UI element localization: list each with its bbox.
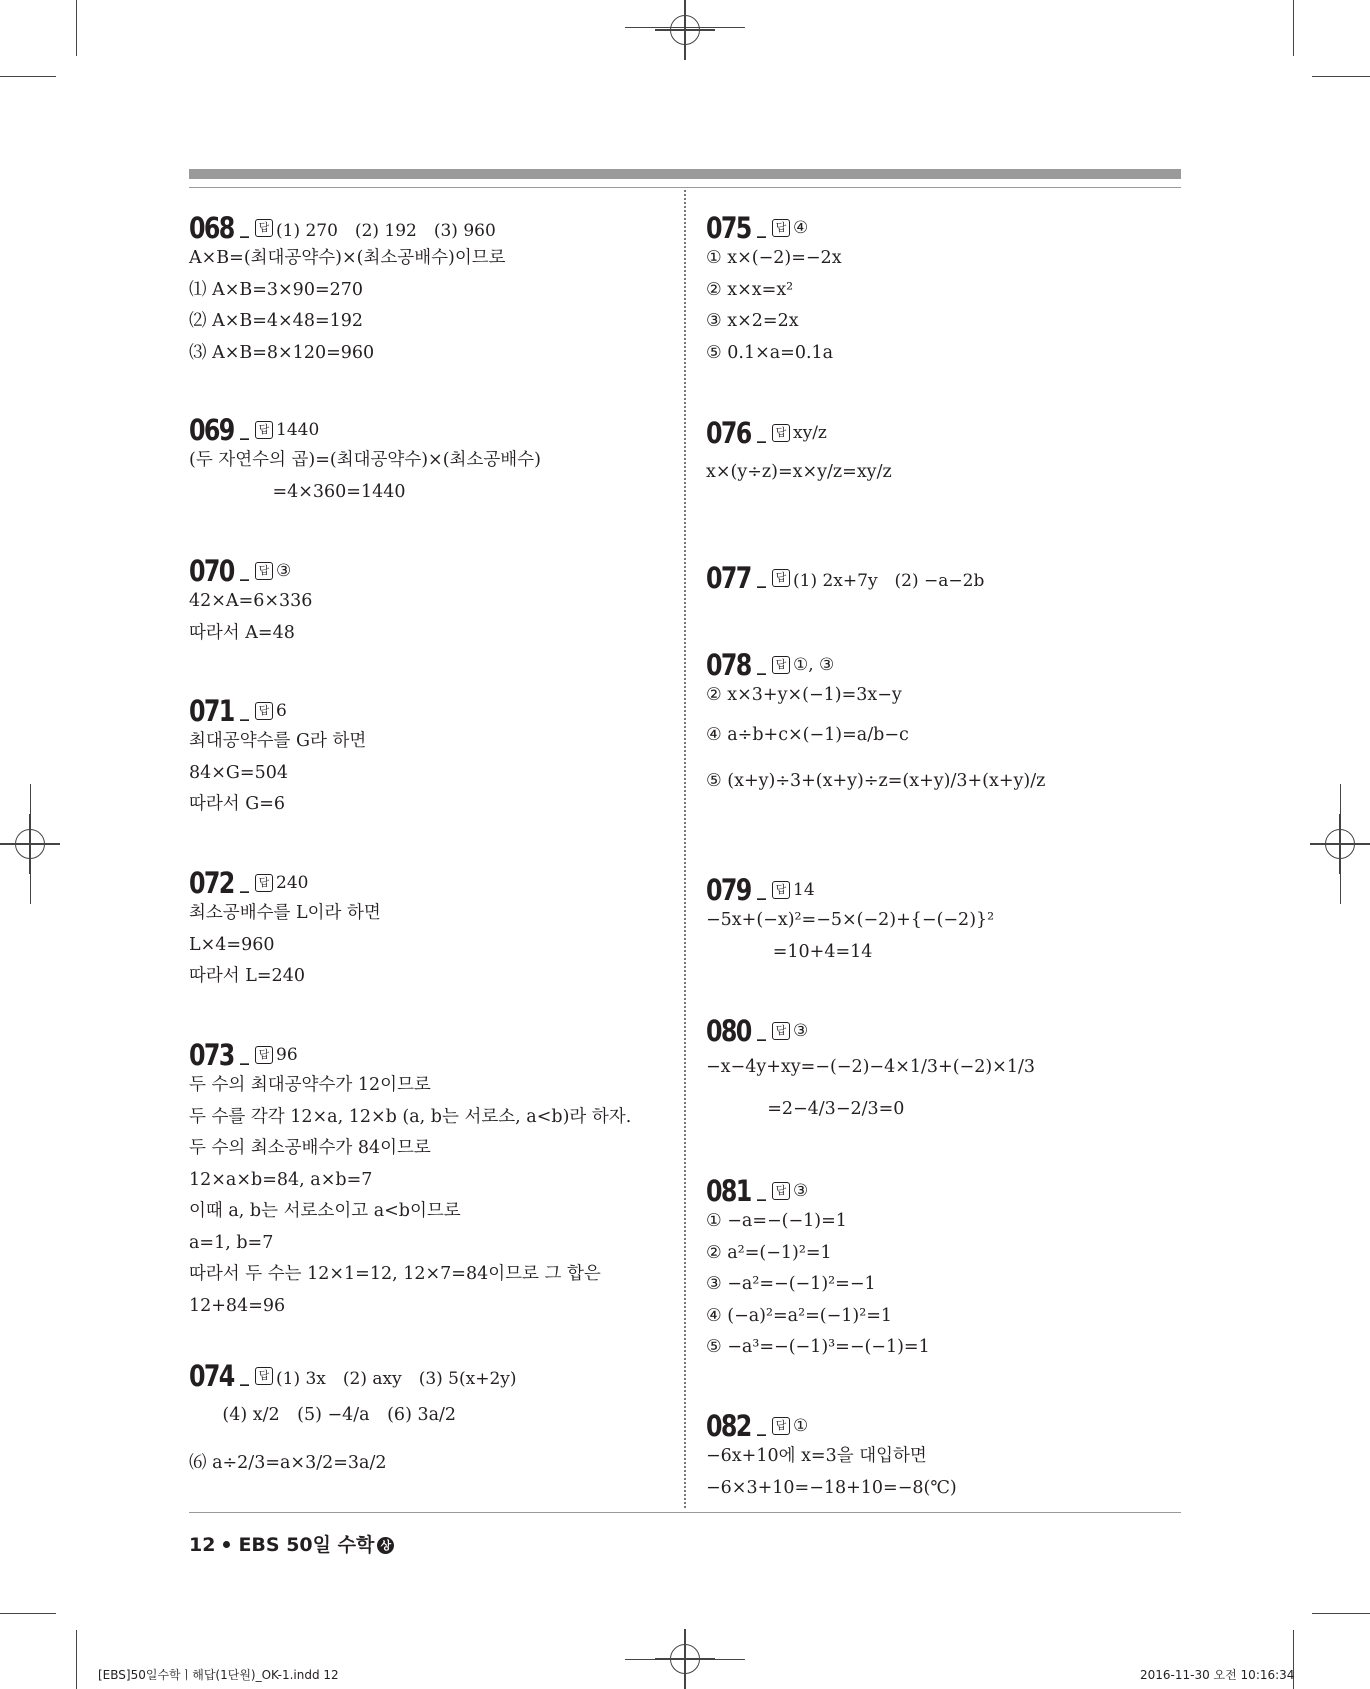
solution-line: 84×G=504 xyxy=(189,762,288,783)
answer-badge-icon: 답 xyxy=(772,219,790,237)
problem-072: 072 _ 답 240 최소공배수를 L이라 하면 L×4=960 따라서 L=240 xyxy=(189,868,381,993)
answer: ①, ③ xyxy=(793,655,835,675)
solution-line: 12+84=96 xyxy=(189,1295,286,1316)
problem-075: 075 _ 답 ④ ① x×(−2)=−2x ② x×x=x² ③ x×2=2x ⑤ 0.1×a=0.1a xyxy=(706,213,842,369)
answer: 96 xyxy=(276,1045,298,1065)
problem-070: 070 _ 답 ③ 42×A=6×336 따라서 A=48 xyxy=(189,556,312,649)
problem-number: 078 xyxy=(706,648,751,682)
level-badge: 상 xyxy=(377,1537,394,1554)
solution-line: −x−4y+xy=−(−2)−4×1/3+(−2)×1/3 xyxy=(706,1057,1035,1077)
solution-line: (두 자연수의 곱)=(최대공약수)×(최소공배수) xyxy=(189,450,541,470)
solution-line: ⑵ A×B=4×48=192 xyxy=(189,311,364,331)
problem-080: 080 _ 답 ③ −x−4y+xy=−(−2)−4×1/3+(−2)×1/3 =2−4/3−2/3=0 xyxy=(706,1016,1035,1130)
footer-rule xyxy=(189,1512,1181,1513)
answer: (1) 2x+7y (2) −a−2b xyxy=(793,570,985,591)
answer-badge-icon: 답 xyxy=(772,1022,790,1040)
solution-line: −6x+10에 x=3을 대입하면 xyxy=(706,1446,927,1466)
solution-line: ⑤ (x+y)÷3+(x+y)÷z=(x+y)/3+(x+y)/z xyxy=(706,770,1046,791)
solution-line: ③ −a²=−(−1)²=−1 xyxy=(706,1274,876,1294)
solution-line: 따라서 A=48 xyxy=(189,622,295,643)
answer: ④ xyxy=(793,218,809,238)
answer-badge-icon: 답 xyxy=(772,424,790,442)
problem-number: 068 xyxy=(189,211,234,245)
problem-number: 080 xyxy=(706,1014,751,1048)
answer: 6 xyxy=(276,701,287,721)
answer-badge-icon: 답 xyxy=(772,656,790,674)
crop-mark xyxy=(0,1613,56,1614)
solution-line: =4×360=1440 xyxy=(189,481,406,502)
solution-line: 42×A=6×336 xyxy=(189,591,313,611)
answer: ① xyxy=(793,1416,809,1436)
page-footer xyxy=(189,1530,394,1557)
solution-line: =10+4=14 xyxy=(706,941,873,962)
page-number: 12 xyxy=(189,1534,216,1556)
problem-079: 079 _ 답 14 −5x+(−x)²=−5×(−2)+{−(−2)}² =10+4=14 xyxy=(706,875,994,968)
solution-line: =2−4/3−2/3=0 xyxy=(706,1099,905,1119)
print-slug-timestamp: 2016-11-30 오전 10:16:34 xyxy=(1140,1668,1295,1682)
book-title: EBS 50일 수학 xyxy=(238,1534,375,1556)
solution-line: 두 수의 최소공배수가 84이므로 xyxy=(189,1138,431,1158)
solution-line: (4) x/2 (5) −4/a (6) 3a/2 xyxy=(189,1405,457,1425)
problem-082: 082 _ 답 ① −6x+10에 x=3을 대입하면 −6×3+10=−18+10=−8(℃) xyxy=(706,1411,957,1504)
crop-mark xyxy=(1312,76,1370,77)
solution-line: ① −a=−(−1)=1 xyxy=(706,1211,847,1231)
solution-line: 따라서 L=240 xyxy=(189,966,305,986)
crop-mark xyxy=(1312,1613,1370,1614)
solution-line: a=1, b=7 xyxy=(189,1232,274,1253)
solution-line: ② x×3+y×(−1)=3x−y xyxy=(706,685,902,705)
crop-mark xyxy=(76,0,77,56)
answer-badge-icon: 답 xyxy=(255,1046,273,1064)
problem-number: 070 xyxy=(189,554,234,588)
solution-line: ⑴ A×B=3×90=270 xyxy=(189,279,364,300)
solution-line: 따라서 G=6 xyxy=(189,794,286,814)
solution-line: 12×a×b=84, a×b=7 xyxy=(189,1169,373,1190)
solution-line: 두 수의 최대공약수가 12이므로 xyxy=(189,1075,431,1095)
problem-number: 073 xyxy=(189,1038,234,1072)
solution-line: ① x×(−2)=−2x xyxy=(706,248,842,268)
problem-number: 079 xyxy=(706,873,751,907)
answer-badge-icon: 답 xyxy=(255,421,273,439)
solution-line: 최소공배수를 L이라 하면 xyxy=(189,903,381,923)
solution-line: ② a²=(−1)²=1 xyxy=(706,1242,832,1263)
problem-069: 069 _ 답 1440 (두 자연수의 곱)=(최대공약수)×(최소공배수) =4×360=1440 xyxy=(189,415,541,508)
solution-line: 이때 a, b는 서로소이고 a<b이므로 xyxy=(189,1201,461,1221)
answer: (1) 270 (2) 192 (3) 960 xyxy=(276,220,496,241)
problem-081: 081 _ 답 ③ ① −a=−(−1)=1 ② a²=(−1)²=1 ③ −a²=−(−1)²=−1 ④ (−a)²=a²=(−1)²=1 ⑤ −a³=−(−1)³=−(−1)=1 xyxy=(706,1176,930,1364)
problem-078: 078 _ 답 ①, ③ ② x×3+y×(−1)=3x−y ④ a÷b+c×(−1)=a/b−c ⑤ (x+y)÷3+(x+y)÷z=(x+y)/3+(x+y)/z xyxy=(706,650,1045,804)
problem-073: 073 _ 답 96 두 수의 최대공약수가 12이므로 두 수를 각각 12×a, 12×b (a, b는 서로소, a<b)라 하자. 두 수의 최소공배수가 84이므로 12×a×b=84, a×b=7 이때 a, b는 서로소이고 a<b이므로 a=1, b=7 따라서 두 수는 12×1=12, 12×7=84이므로 그 합은 12+84=96 xyxy=(189,1040,631,1322)
registration-mark-icon xyxy=(655,0,715,60)
problem-number: 082 xyxy=(706,1409,751,1443)
print-slug-filename: [EBS]50일수학ㅣ해답(1단원)_OK-1.indd 12 xyxy=(98,1668,339,1682)
solution-line: ⑤ −a³=−(−1)³=−(−1)=1 xyxy=(706,1337,930,1357)
crop-mark xyxy=(1293,0,1294,56)
problem-077: 077 _ 답 (1) 2x+7y (2) −a−2b xyxy=(706,561,985,595)
solution-line: L×4=960 xyxy=(189,934,275,955)
problem-076: 076 _ 답 xy/z x×(y÷z)=x×y/z=xy/z xyxy=(706,418,892,496)
answer: ③ xyxy=(793,1181,809,1201)
answer: ③ xyxy=(276,561,292,581)
solution-line: x×(y÷z)=x×y/z=xy/z xyxy=(706,462,892,482)
problem-number: 074 xyxy=(189,1359,234,1393)
answer-badge-icon: 답 xyxy=(255,702,273,720)
answer-badge-icon: 답 xyxy=(772,881,790,899)
answer: (1) 3x (2) axy (3) 5(x+2y) xyxy=(276,1368,517,1389)
answer-badge-icon: 답 xyxy=(255,562,273,580)
solution-line: 두 수를 각각 12×a, 12×b (a, b는 서로소, a<b)라 하자. xyxy=(189,1106,632,1127)
header-rule xyxy=(189,187,1181,188)
problem-number: 072 xyxy=(189,866,234,900)
registration-mark-icon xyxy=(1310,814,1370,874)
problem-number: 077 xyxy=(706,561,751,595)
header-bar xyxy=(189,169,1181,179)
solution-line: ⑶ A×B=8×120=960 xyxy=(189,342,375,363)
problem-068: 068 _ 답 (1) 270 (2) 192 (3) 960 A×B=(최대공약수)×(최소공배수)이므로 ⑴ A×B=3×90=270 ⑵ A×B=4×48=192 ⑶ A×B=8×120=960 xyxy=(189,213,506,369)
crop-mark xyxy=(76,1630,77,1689)
problem-number: 075 xyxy=(706,211,751,245)
solution-line: ④ a÷b+c×(−1)=a/b−c xyxy=(706,724,909,745)
answer: xy/z xyxy=(793,423,827,443)
answer: 1440 xyxy=(276,420,320,440)
problem-number: 076 xyxy=(706,416,751,450)
answer: 240 xyxy=(276,873,309,893)
problem-074: 074 _ 답 (1) 3x (2) axy (3) 5(x+2y) (4) x/2 (5) −4/a (6) 3a/2 ⑹ a÷2/3=a×3/2=3a/2 xyxy=(189,1361,517,1487)
solution-line: ② x×x=x² xyxy=(706,279,794,300)
answer-badge-icon: 답 xyxy=(772,1182,790,1200)
crop-mark xyxy=(0,76,56,77)
problem-071: 071 _ 답 6 최대공약수를 G라 하면 84×G=504 따라서 G=6 xyxy=(189,696,366,821)
bullet-icon xyxy=(223,1541,230,1548)
problem-number: 081 xyxy=(706,1174,751,1208)
solution-line: ③ x×2=2x xyxy=(706,311,799,331)
registration-mark-icon xyxy=(655,1629,715,1689)
solution-line: A×B=(최대공약수)×(최소공배수)이므로 xyxy=(189,248,506,268)
answer-badge-icon: 답 xyxy=(772,569,790,587)
answer: ③ xyxy=(793,1021,809,1041)
solution-line: 따라서 두 수는 12×1=12, 12×7=84이므로 그 합은 xyxy=(189,1264,601,1284)
answer-badge-icon: 답 xyxy=(255,874,273,892)
answer-badge-icon: 답 xyxy=(255,1367,273,1385)
answer-badge-icon: 답 xyxy=(255,219,273,237)
solution-line: 최대공약수를 G라 하면 xyxy=(189,731,367,751)
solution-line: −5x+(−x)²=−5×(−2)+{−(−2)}² xyxy=(706,910,995,930)
registration-mark-icon xyxy=(0,814,60,874)
answer: 14 xyxy=(793,880,815,900)
problem-number: 069 xyxy=(189,413,234,447)
solution-line: ⑤ 0.1×a=0.1a xyxy=(706,342,834,363)
solution-line: −6×3+10=−18+10=−8(℃) xyxy=(706,1477,957,1498)
solution-line: ④ (−a)²=a²=(−1)²=1 xyxy=(706,1305,893,1326)
answer-badge-icon: 답 xyxy=(772,1417,790,1435)
column-divider xyxy=(684,190,686,1508)
solution-line: ⑹ a÷2/3=a×3/2=3a/2 xyxy=(189,1453,387,1473)
problem-number: 071 xyxy=(189,694,234,728)
